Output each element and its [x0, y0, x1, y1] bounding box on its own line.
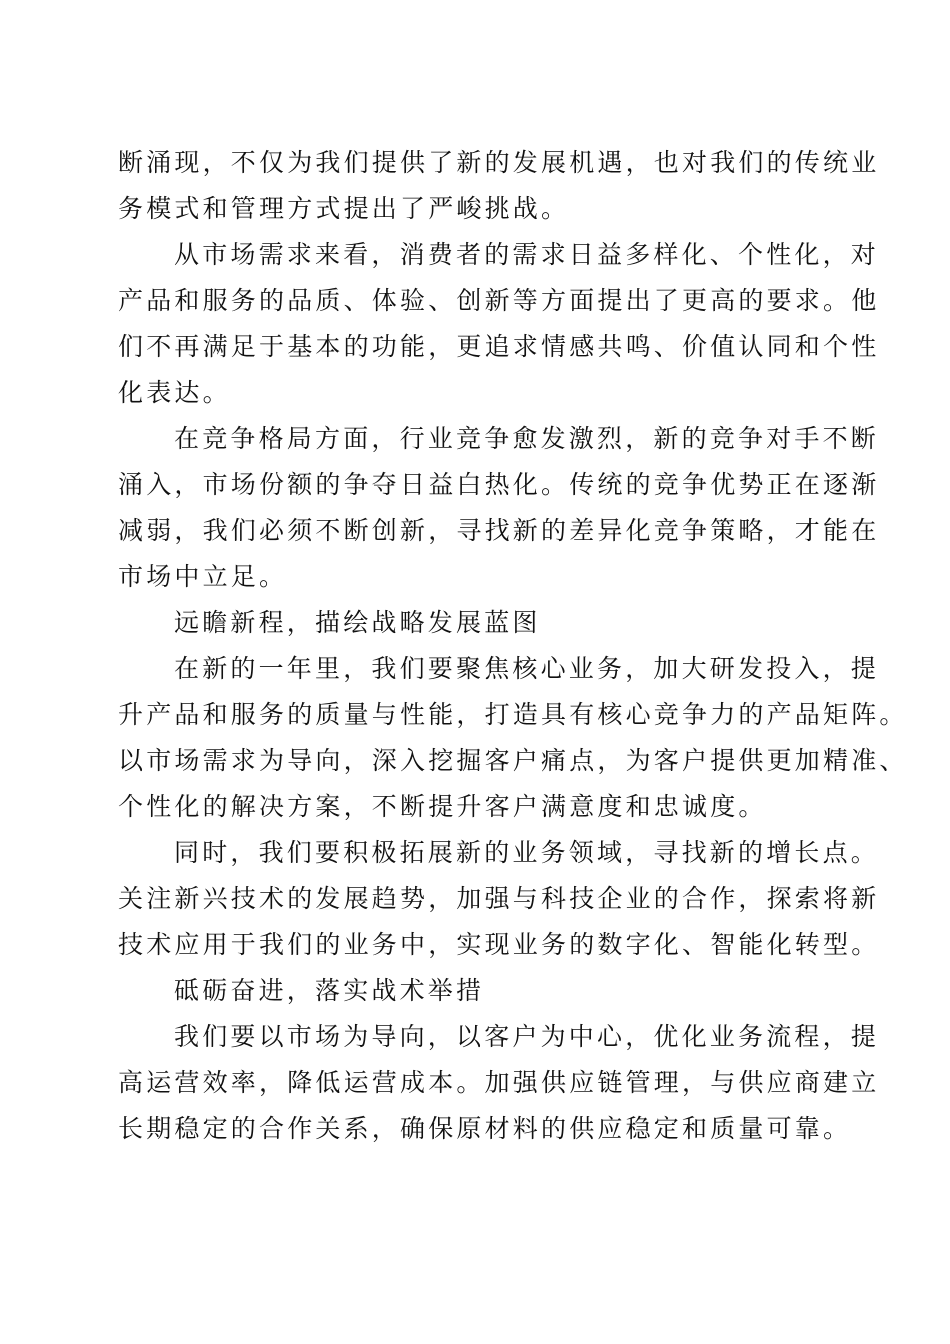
text-line: 市场中立足。 [118, 562, 288, 591]
text-line: 化表达。 [118, 378, 231, 407]
section-heading: 砥砺奋进，落实战术举措 [174, 976, 485, 1005]
text-line: 关注新兴技术的发展趋势，加强与科技企业的合作，探索将新 [118, 884, 880, 913]
text-line: 涌入，市场份额的争夺日益白热化。传统的竞争优势正在逐渐 [118, 470, 880, 499]
paragraph-first-line: 同时，我们要积极拓展新的业务领域，寻找新的增长点。 [174, 838, 880, 867]
text-line: 高运营效率，降低运营成本。加强供应链管理，与供应商建立 [118, 1068, 880, 1097]
text-line: 务模式和管理方式提出了严峻挑战。 [118, 194, 570, 223]
text-line: 个性化的解决方案，不断提升客户满意度和忠诚度。 [118, 792, 767, 821]
section-heading: 远瞻新程，描绘战略发展蓝图 [174, 608, 541, 637]
text-line: 产品和服务的品质、体验、创新等方面提出了更高的要求。他 [118, 286, 880, 315]
paragraph-first-line: 在竞争格局方面，行业竞争愈发激烈，新的竞争对手不断 [174, 424, 880, 453]
text-line: 们不再满足于基本的功能，更追求情感共鸣、价值认同和个性 [118, 332, 880, 361]
paragraph-first-line: 在新的一年里，我们要聚焦核心业务，加大研发投入，提 [174, 654, 880, 683]
text-line: 长期稳定的合作关系，确保原材料的供应稳定和质量可靠。 [118, 1114, 852, 1143]
paragraph-first-line: 我们要以市场为导向，以客户为中心，优化业务流程，提 [174, 1022, 880, 1051]
document-body [118, 140, 908, 1152]
text-line: 以市场需求为导向，深入挖掘客户痛点，为客户提供更加精准、 [118, 746, 908, 775]
paragraph-first-line: 从市场需求来看，消费者的需求日益多样化、个性化，对 [174, 240, 880, 269]
text-line: 技术应用于我们的业务中，实现业务的数字化、智能化转型。 [118, 930, 880, 959]
text-line: 升产品和服务的质量与性能，打造具有核心竞争力的产品矩阵。 [118, 700, 908, 729]
text-line: 减弱，我们必须不断创新，寻找新的差异化竞争策略，才能在 [118, 516, 880, 545]
text-line: 断涌现，不仅为我们提供了新的发展机遇，也对我们的传统业 [118, 148, 880, 177]
